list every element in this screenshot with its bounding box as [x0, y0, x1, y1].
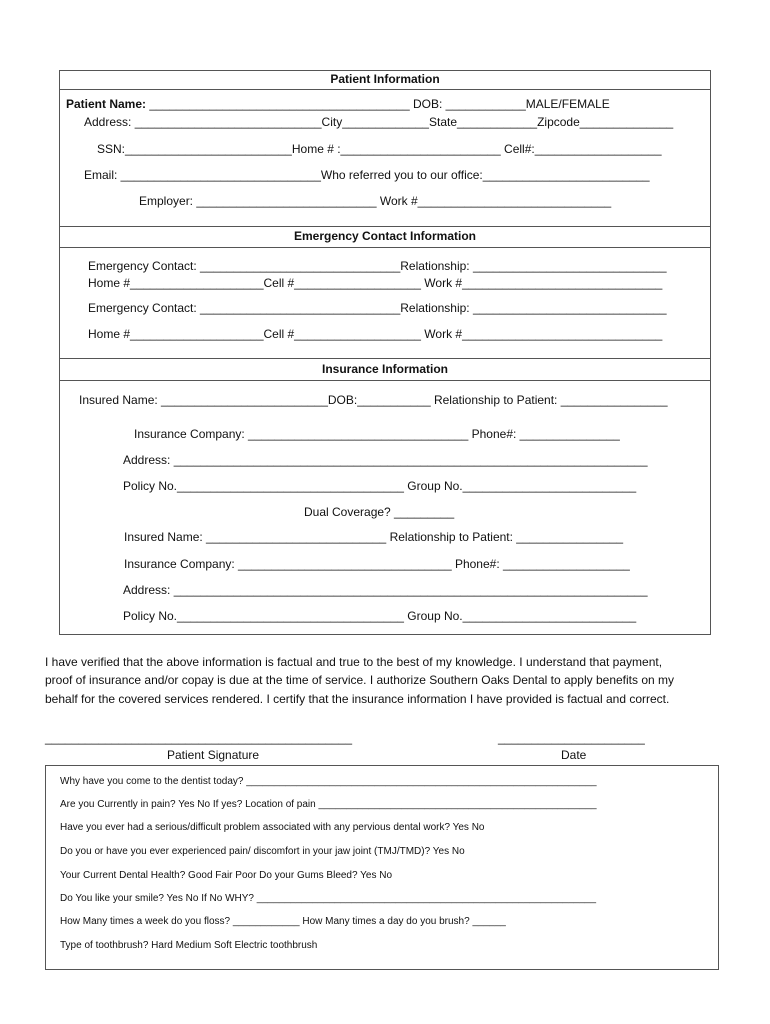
dental-question-previous-work[interactable]: Have you ever had a serious/difficult problem associated with any pervious dental work? Yes No: [60, 822, 485, 833]
emergency-heading: Emergency Contact Information: [293, 229, 477, 243]
patient-name-label: Patient Name:: [66, 97, 147, 111]
date-line[interactable]: ______________________: [498, 731, 645, 745]
dual-coverage-line[interactable]: Dual Coverage? _________: [304, 505, 455, 519]
divider-under-insurance-heading: [59, 380, 711, 381]
patient-signature-label: Patient Signature: [167, 748, 260, 762]
patient-name-fields[interactable]: _______________________________________ DOB: ____________MALE/FEMALE: [146, 97, 610, 111]
dental-question-smile[interactable]: Do You like your smile? Yes No If No WHY? _____________________________________________________________: [60, 893, 597, 904]
dental-question-visit-reason[interactable]: Why have you come to the dentist today? _______________________________________________________________: [60, 776, 597, 787]
dental-question-tmj[interactable]: Do you or have you ever experienced pain/ discomfort in your jaw joint (TMJ/TMD)? Yes No: [60, 846, 465, 857]
insurance-heading: Insurance Information: [321, 362, 449, 376]
email-line[interactable]: Email: ______________________________Who referred you to our office:_________________________: [84, 168, 650, 182]
dental-question-health[interactable]: Your Current Dental Health? Good Fair Poor Do your Gums Bleed? Yes No: [60, 870, 393, 881]
date-label: Date: [561, 748, 587, 762]
patient-signature-line[interactable]: ______________________________________________: [45, 731, 352, 745]
patient-info-heading: Patient Information: [330, 72, 440, 86]
policy-line[interactable]: Policy No.__________________________________ Group No.__________________________: [123, 479, 637, 493]
address-line[interactable]: Address: ____________________________City_____________State____________Zipcode______________: [84, 115, 674, 129]
divider-under-emergency-heading: [59, 247, 711, 248]
dental-question-toothbrush[interactable]: Type of toothbrush? Hard Medium Soft Electric toothbrush: [60, 940, 318, 951]
employer-line[interactable]: Employer: ___________________________ Work #_____________________________: [139, 194, 612, 208]
insurance-company-line[interactable]: Insurance Company: _________________________________ Phone#: _______________: [134, 427, 620, 441]
dental-question-pain[interactable]: Are you Currently in pain? Yes No If yes? Location of pain __________________________________________________: [60, 799, 597, 810]
emergency-phones-1[interactable]: Home #____________________Cell #___________________ Work #______________________________: [88, 276, 663, 290]
statement-line-1: I have verified that the above information is factual and true to the best of my knowledge. I understand that payment,: [45, 655, 663, 669]
statement-line-2: proof of insurance and/or copay is due at the time of service. I authorize Southern Oaks Dental to apply benefits on my: [45, 673, 675, 687]
policy-line-2[interactable]: Policy No.__________________________________ Group No.__________________________: [123, 609, 637, 623]
emergency-phones-2[interactable]: Home #____________________Cell #___________________ Work #______________________________: [88, 327, 663, 341]
emergency-contact-2[interactable]: Emergency Contact: ______________________________Relationship: _____________________________: [88, 301, 667, 315]
divider-under-patient-heading: [59, 89, 711, 90]
insured-name-line[interactable]: Insured Name: _________________________DOB:___________ Relationship to Patient: ________________: [79, 393, 668, 407]
divider-above-emergency: [59, 226, 711, 227]
ssn-line[interactable]: SSN:_________________________Home # :________________________ Cell#:___________________: [97, 142, 662, 156]
statement-line-3: behalf for the covered services rendered. I certify that the insurance information I have provided is factual and correct.: [45, 692, 670, 706]
insurance-address-line-2[interactable]: Address: _______________________________________________________________________: [123, 583, 648, 597]
emergency-contact-1[interactable]: Emergency Contact: ______________________________Relationship: _____________________________: [88, 259, 667, 273]
insurance-company-line-2[interactable]: Insurance Company: ________________________________ Phone#: ___________________: [124, 557, 630, 571]
insured-name-line-2[interactable]: Insured Name: ___________________________ Relationship to Patient: ________________: [124, 530, 624, 544]
insurance-address-line[interactable]: Address: _______________________________________________________________________: [123, 453, 648, 467]
dental-question-floss-brush[interactable]: How Many times a week do you floss? ____________ How Many times a day do you brush? ______: [60, 916, 506, 927]
divider-above-insurance: [59, 358, 711, 359]
patient-name-line[interactable]: [66, 97, 610, 111]
